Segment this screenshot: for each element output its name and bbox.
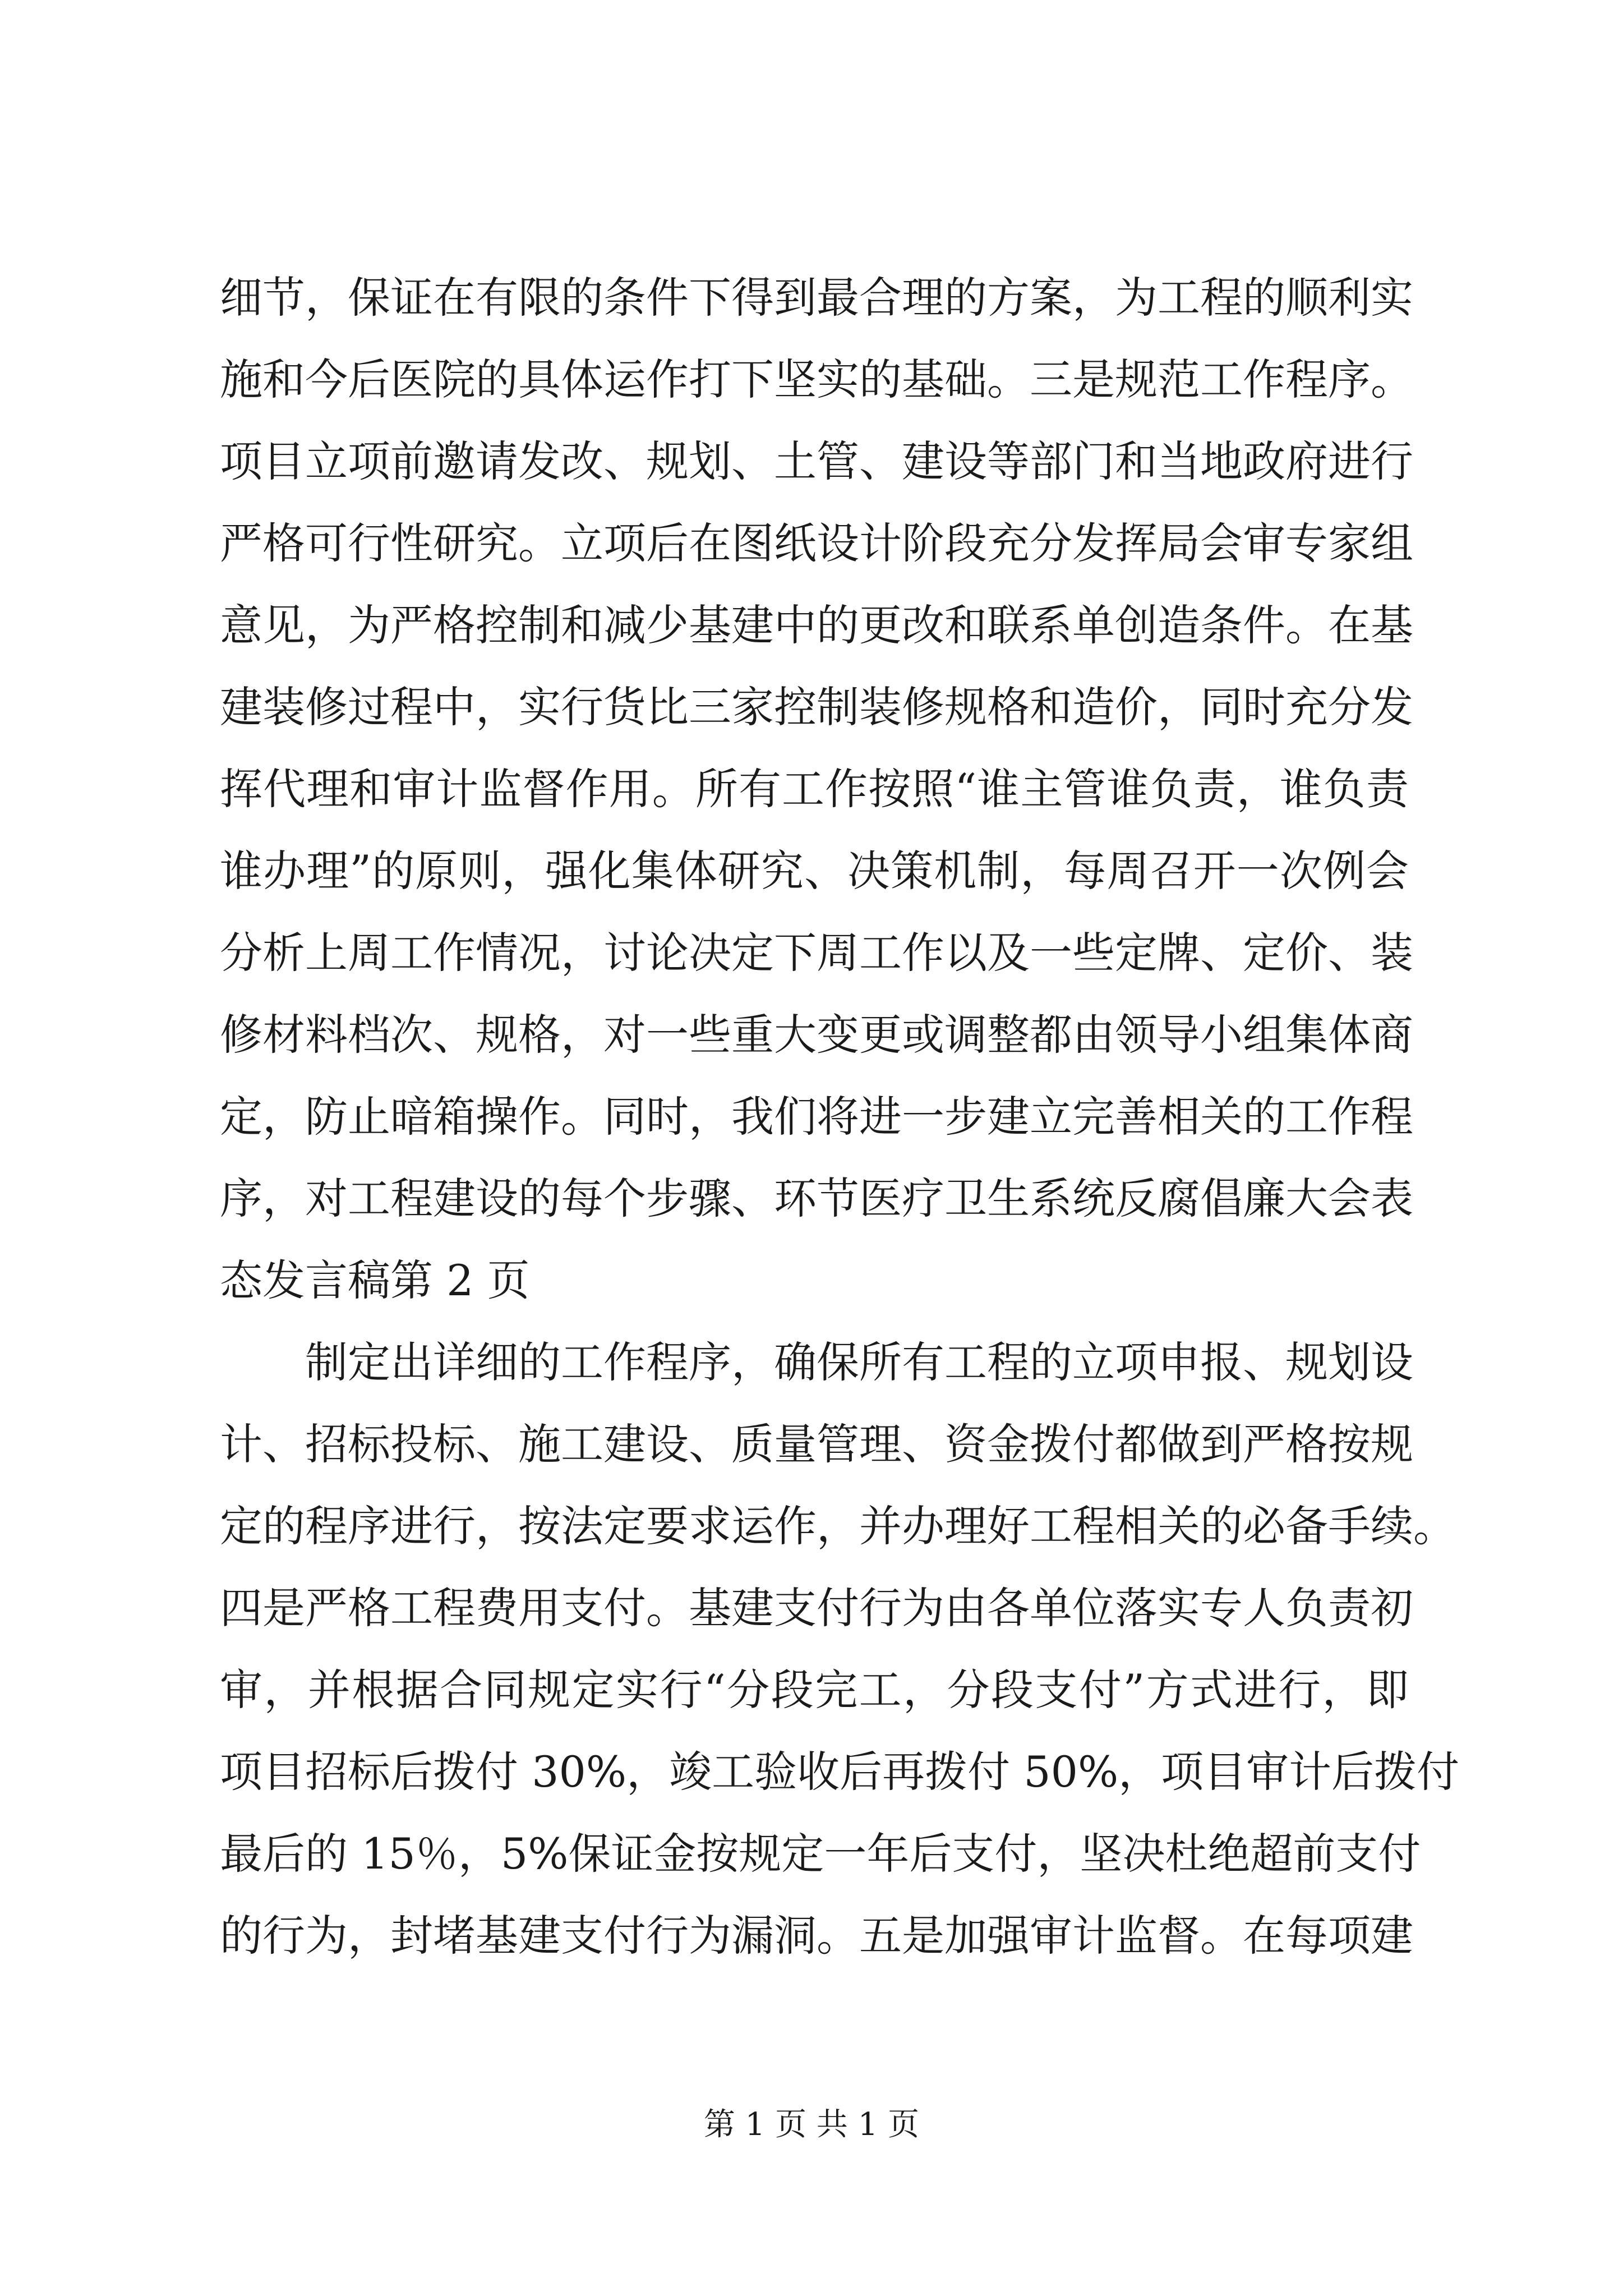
text-line-16: 定的程序进行，按法定要求运作，并办理好工程相关的必备手续。 xyxy=(220,1501,1456,1551)
text-line-12: 序，对工程建设的每个步骤、环节医疗卫生系统反腐倡廉大会表 xyxy=(220,1174,1413,1223)
page-footer: 第 1 页 共 1 页 xyxy=(703,2106,920,2143)
text-line-20: 最后的 15％，5%保证金按规定一年后支付，坚决杜绝超前支付 xyxy=(220,1829,1421,1879)
text-line-15: 计、招标投标、施工建设、质量管理、资金拨付都做到严格按规 xyxy=(220,1419,1413,1469)
text-line-17: 四是严格工程费用支付。基建支付行为由各单位落实专人负责初 xyxy=(220,1583,1413,1633)
text-line-3: 项目立项前邀请发改、规划、土管、建设等部门和当地政府进行 xyxy=(220,436,1413,486)
document-body xyxy=(220,257,1460,1977)
text-line-6: 建装修过程中，实行货比三家控制装修规格和造价，同时充分发 xyxy=(220,682,1413,732)
text-line-13: 态发言稿第 2 页 xyxy=(220,1255,530,1305)
text-line-4: 严格可行性研究。立项后在图纸设计阶段充分发挥局会审专家组 xyxy=(220,518,1413,568)
text-line-14: 制定出详细的工作程序，确保所有工程的立项申报、规划设 xyxy=(305,1337,1413,1387)
text-line-2: 施和今后医院的具体运作打下坚实的基础。三是规范工作程序。 xyxy=(220,355,1413,404)
text-line-1: 细节，保证在有限的条件下得到最合理的方案，为工程的顺利实 xyxy=(220,273,1413,323)
text-line-10: 修材料档次、规格，对一些重大变更或调整都由领导小组集体商 xyxy=(220,1010,1413,1060)
text-line-21: 的行为，封堵基建支付行为漏洞。五是加强审计监督。在每项建 xyxy=(220,1911,1413,1961)
text-line-19: 项目招标后拨付 30%，竣工验收后再拨付 50%，项目审计后拨付 xyxy=(220,1747,1460,1797)
text-line-9: 分析上周工作情况，讨论决定下周工作以及一些定牌、定价、装 xyxy=(220,928,1413,978)
text-line-5: 意见，为严格控制和减少基建中的更改和联系单创造条件。在基 xyxy=(220,600,1413,650)
text-line-18: 审，并根据合同规定实行“分段完工，分段支付”方式进行，即 xyxy=(220,1665,1409,1715)
text-line-7: 挥代理和审计监督作用。所有工作按照“谁主管谁负责，谁负责 xyxy=(220,764,1409,814)
text-line-11: 定，防止暗箱操作。同时，我们将进一步建立完善相关的工作程 xyxy=(220,1092,1413,1142)
text-line-8: 谁办理”的原则，强化集体研究、决策机制，每周召开一次例会 xyxy=(220,846,1409,896)
